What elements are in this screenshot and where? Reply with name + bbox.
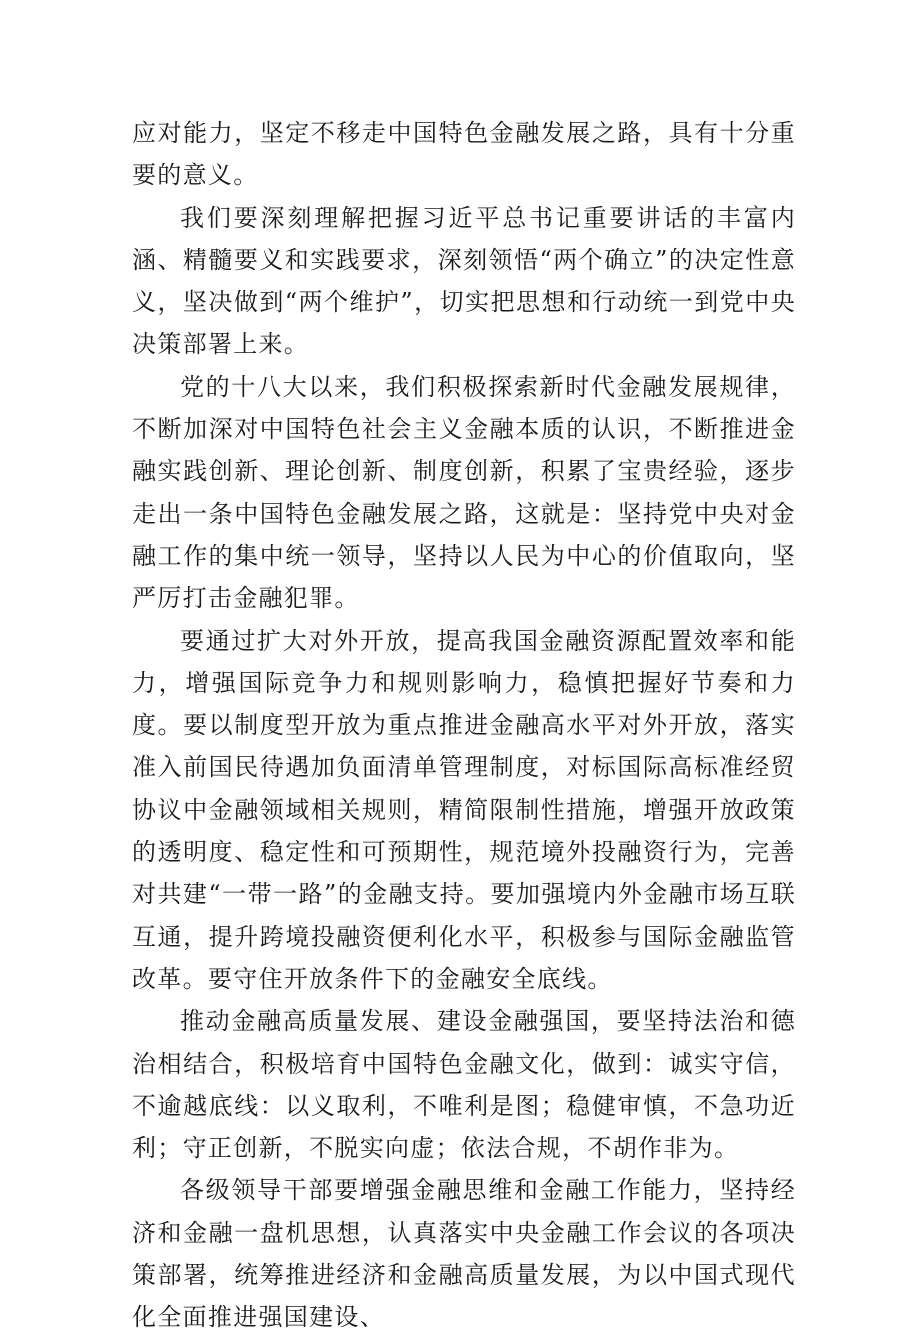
paragraph-5: 推动金融高质量发展、建设金融强国，要坚持法治和德治相结合，积极培育中国特色金融文化，做到：诚实守信，不逾越底线：以义取利，不唯利是图；稳健审慎，不急功近利；守正创新，不脱实向虚；依法合规，不胡作非为。 bbox=[132, 1007, 796, 1163]
paragraph-4: 要通过扩大对外开放，提高我国金融资源配置效率和能力，增强国际竞争力和规则影响力，稳慎把握好节奏和力度。要以制度型开放为重点推进金融高水平对外开放，落实准入前国民待遇加负面清单管理制度，对标国际高标准经贸协议中金融领域相关规则，精简限制性措施，增强开放政策的透明度、稳定性和可预期性，规范境外投融资行为，完善对共建“一带一路”的金融支持。要加强境内外金融市场互联互通，提升跨境投融资便利化水平，积极参与国际金融监管改革。要守住开放条件下的金融安全底线。 bbox=[132, 626, 796, 993]
paragraph-3: 党的十八大以来，我们积极探索新时代金融发展规律，不断加深对中国特色社会主义金融本质的认识，不断推进金融实践创新、理论创新、制度创新，积累了宝贵经验，逐步走出一条中国特色金融发展之路，这就是：坚持党中央对金融工作的集中统一领导，坚持以人民为中心的价值取向，坚严厉打击金融犯罪。 bbox=[132, 372, 796, 613]
document-body bbox=[132, 112, 796, 1339]
paragraph-2: 我们要深刻理解把握习近平总书记重要讲话的丰富内涵、精髓要义和实践要求，深刻领悟“两个确立”的决定性意义，坚决做到“两个维护”，切实把思想和行动统一到党中央决策部署上来。 bbox=[132, 203, 796, 359]
paragraph-6: 各级领导干部要增强金融思维和金融工作能力，坚持经济和金融一盘机思想，认真落实中央金融工作会议的各项决策部署，统筹推进经济和金融高质量发展，为以中国式现代化全面推进强国建设、 bbox=[132, 1176, 796, 1332]
paragraph-1: 应对能力，坚定不移走中国特色金融发展之路，具有十分重要的意义。 bbox=[132, 119, 796, 190]
